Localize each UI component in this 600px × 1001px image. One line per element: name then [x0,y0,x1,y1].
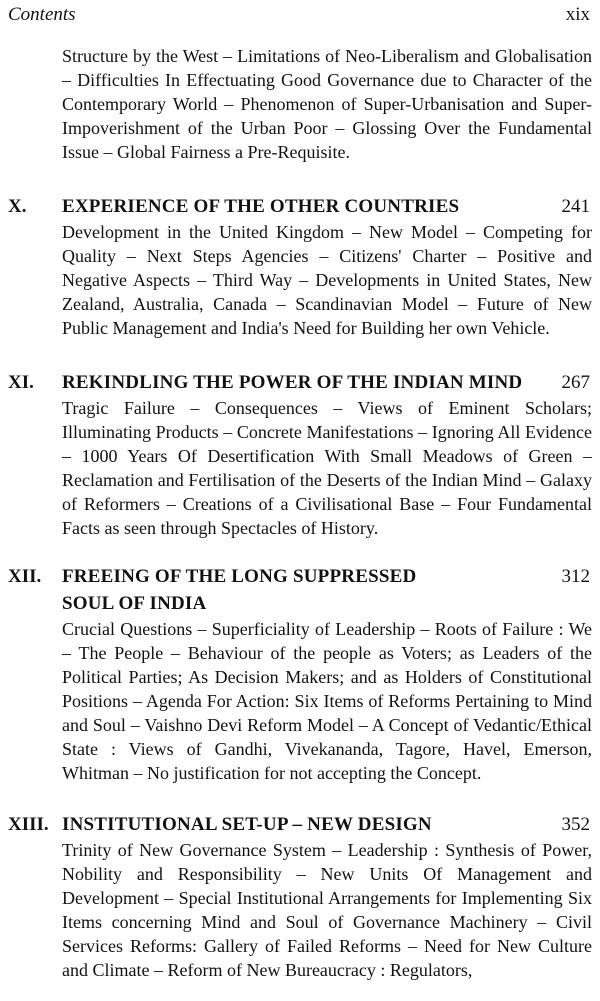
running-head-title: Contents [8,4,76,25]
chapter-number: XI. [8,372,34,393]
chapter-page: 241 [561,196,590,217]
entry-description: Trinity of New Governance System – Leadership : Synthesis of Power, Nobility and Responsibility – New Units Of Management and Development – Special Institutional Arrangements for Implementing Six Items concerning Mind and Soul of Governance Machinery – Civil Services Reforms: Gallery of Failed Reforms – Need for New Culture and Climate – Reform of New Bureaucracy : Regulators, [62,840,592,980]
page-number: xix [565,4,590,25]
chapter-page: 352 [561,814,590,835]
chapter-number: XIII. [8,814,49,835]
chapter-page: 312 [561,566,590,587]
chapter-number: X. [8,196,27,217]
chapter-page: 267 [561,372,590,393]
entry-description: Tragic Failure – Consequences – Views of Eminent Scholars; Illuminating Products – Concrete Manifestations – Ignoring All Evidence – 1000 Years Of Desertification With Small Meadows of Green – Reclamation and Fertilisation of the Deserts of the Indian Mind – Galaxy of Reformers – Creations of a Civilisational Base – Four Fundamental Facts as seen through Spectacles of History. [62,398,592,538]
continued-entry [8,44,592,164]
toc-entry[interactable] [8,811,592,982]
running-head [8,4,590,30]
chapter-title: FREEING OF THE LONG SUPPRESSED SOUL OF INDIA [62,566,417,614]
toc-entry[interactable] [8,369,592,540]
toc-entry[interactable] [8,563,592,785]
toc-entry[interactable] [8,193,592,340]
entry-description: Structure by the West – Limitations of Neo-Liberalism and Globalisation – Difficulties In Effectuating Good Governance due to Character of the Contemporary World – Phenomenon of Super-Urbanisation and Super-Impoverishment of the Urban Poor – Glossing Over the Fundamental Issue – Global Fairness a Pre-Requisite. [62,46,592,162]
entry-description: Crucial Questions – Superficiality of Leadership – Roots of Failure : We – The People – Behaviour of the people as Voters; as Leaders of the Political Parties; As Decision Makers; and as Holders of Constitutional Positions – Agenda For Action: Six Items of Reforms Pertaining to Mind and Soul – Vaishno Devi Reform Model – A Concept of Vedantic/Ethical State : Views of Gandhi, Vivekananda, Tagore, Havel, Emerson, Whitman – No justification for not accepting the Concept. [62,619,592,783]
chapter-title: REKINDLING THE POWER OF THE INDIAN MIND [62,372,523,393]
chapter-title: EXPERIENCE OF THE OTHER COUNTRIES [62,196,460,217]
chapter-title: INSTITUTIONAL SET-UP – NEW DESIGN [62,814,432,835]
chapter-number: XII. [8,566,42,587]
entry-description: Development in the United Kingdom – New Model – Competing for Quality – Next Steps Agencies – Citizens' Charter – Positive and Negative Aspects – Third Way – Developments in United States, New Zealand, Australia, Canada – Scandinavian Model – Future of New Public Management and India's Need for Building her own Vehicle. [62,222,592,338]
